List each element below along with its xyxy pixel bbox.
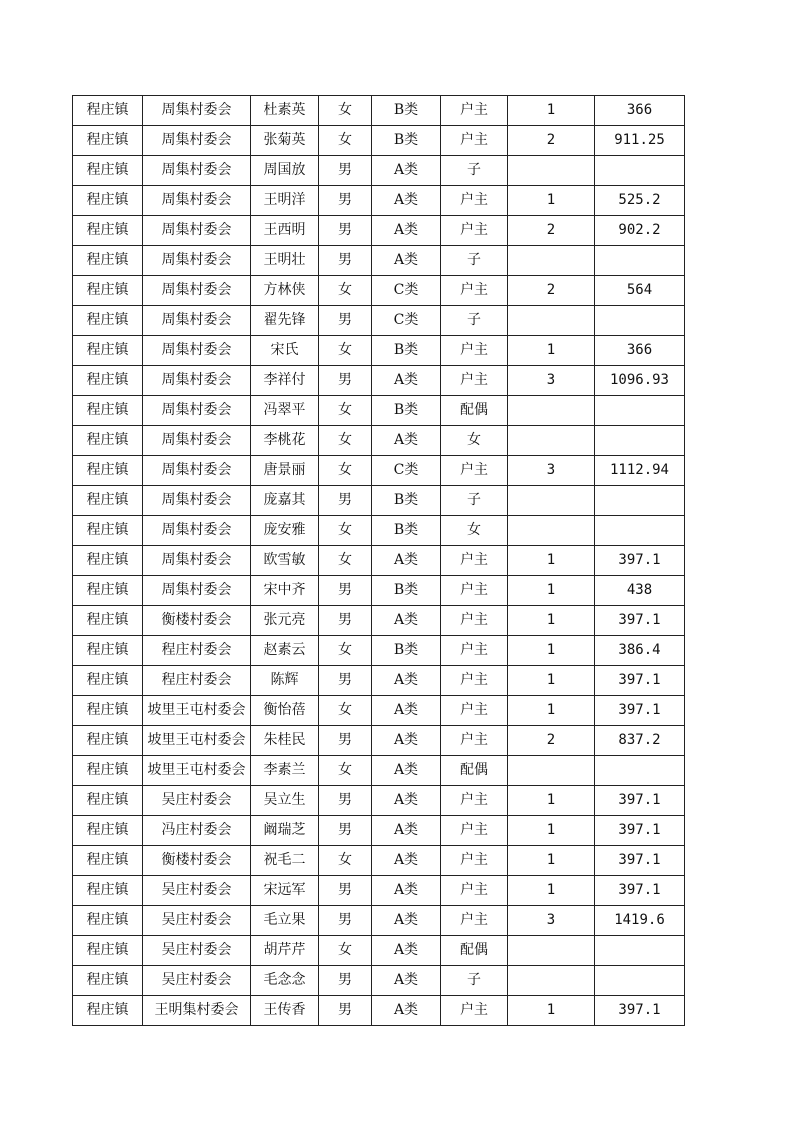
- village-committee-cell: 程庄村委会: [143, 666, 251, 696]
- village-committee-cell: 程庄村委会: [143, 636, 251, 666]
- household-size-cell: 1: [508, 546, 595, 576]
- amount-cell: 902.2: [595, 216, 685, 246]
- relation-cell: 户主: [441, 906, 508, 936]
- relation-cell: 子: [441, 156, 508, 186]
- household-size-cell: 1: [508, 696, 595, 726]
- village-committee-cell: 周集村委会: [143, 576, 251, 606]
- name-cell: 翟先锋: [251, 306, 319, 336]
- gender-cell: 女: [319, 126, 372, 156]
- name-cell: 胡芹芹: [251, 936, 319, 966]
- amount-cell: 397.1: [595, 606, 685, 636]
- table-row: [73, 426, 685, 456]
- table-row: [73, 696, 685, 726]
- village-committee-cell: 衡楼村委会: [143, 846, 251, 876]
- household-size-cell: 1: [508, 576, 595, 606]
- relation-cell: 户主: [441, 456, 508, 486]
- household-size-cell: [508, 426, 595, 456]
- household-size-cell: 2: [508, 726, 595, 756]
- relation-cell: 户主: [441, 996, 508, 1026]
- table-row: [73, 276, 685, 306]
- amount-cell: 1112.94: [595, 456, 685, 486]
- gender-cell: 男: [319, 726, 372, 756]
- category-cell: A类: [372, 546, 441, 576]
- gender-cell: 男: [319, 216, 372, 246]
- relation-cell: 户主: [441, 786, 508, 816]
- gender-cell: 女: [319, 846, 372, 876]
- household-size-cell: [508, 246, 595, 276]
- relation-cell: 户主: [441, 96, 508, 126]
- name-cell: 祝毛二: [251, 846, 319, 876]
- relation-cell: 子: [441, 486, 508, 516]
- category-cell: C类: [372, 456, 441, 486]
- amount-cell: [595, 426, 685, 456]
- table-row: [73, 246, 685, 276]
- town-cell: 程庄镇: [73, 996, 143, 1026]
- village-committee-cell: 吴庄村委会: [143, 786, 251, 816]
- town-cell: 程庄镇: [73, 96, 143, 126]
- village-committee-cell: 周集村委会: [143, 186, 251, 216]
- table-row: [73, 576, 685, 606]
- village-committee-cell: 周集村委会: [143, 336, 251, 366]
- category-cell: A类: [372, 666, 441, 696]
- household-size-cell: 1: [508, 816, 595, 846]
- amount-cell: 911.25: [595, 126, 685, 156]
- relation-cell: 配偶: [441, 396, 508, 426]
- relation-cell: 户主: [441, 846, 508, 876]
- name-cell: 庞安雅: [251, 516, 319, 546]
- village-committee-cell: 周集村委会: [143, 456, 251, 486]
- category-cell: A类: [372, 906, 441, 936]
- category-cell: B类: [372, 486, 441, 516]
- village-committee-cell: 周集村委会: [143, 156, 251, 186]
- town-cell: 程庄镇: [73, 876, 143, 906]
- town-cell: 程庄镇: [73, 936, 143, 966]
- gender-cell: 女: [319, 516, 372, 546]
- village-committee-cell: 吴庄村委会: [143, 936, 251, 966]
- table-row: [73, 906, 685, 936]
- gender-cell: 女: [319, 426, 372, 456]
- household-size-cell: [508, 966, 595, 996]
- table-row: [73, 396, 685, 426]
- category-cell: A类: [372, 726, 441, 756]
- name-cell: 张菊英: [251, 126, 319, 156]
- gender-cell: 女: [319, 636, 372, 666]
- village-committee-cell: 王明集村委会: [143, 996, 251, 1026]
- town-cell: 程庄镇: [73, 336, 143, 366]
- category-cell: B类: [372, 336, 441, 366]
- town-cell: 程庄镇: [73, 576, 143, 606]
- amount-cell: 397.1: [595, 786, 685, 816]
- town-cell: 程庄镇: [73, 636, 143, 666]
- category-cell: A类: [372, 246, 441, 276]
- village-committee-cell: 周集村委会: [143, 96, 251, 126]
- town-cell: 程庄镇: [73, 816, 143, 846]
- gender-cell: 男: [319, 156, 372, 186]
- name-cell: 宋氏: [251, 336, 319, 366]
- table-row: [73, 126, 685, 156]
- relation-cell: 户主: [441, 276, 508, 306]
- category-cell: B类: [372, 576, 441, 606]
- table-row: [73, 516, 685, 546]
- category-cell: A类: [372, 876, 441, 906]
- village-committee-cell: 周集村委会: [143, 126, 251, 156]
- name-cell: 王明壮: [251, 246, 319, 276]
- gender-cell: 女: [319, 936, 372, 966]
- table-row: [73, 606, 685, 636]
- category-cell: A类: [372, 786, 441, 816]
- gender-cell: 男: [319, 906, 372, 936]
- name-cell: 王西明: [251, 216, 319, 246]
- amount-cell: 397.1: [595, 996, 685, 1026]
- relation-cell: 女: [441, 516, 508, 546]
- category-cell: C类: [372, 306, 441, 336]
- household-size-cell: 1: [508, 606, 595, 636]
- village-committee-cell: 周集村委会: [143, 246, 251, 276]
- name-cell: 欧雪敏: [251, 546, 319, 576]
- household-size-cell: 1: [508, 786, 595, 816]
- village-committee-cell: 坡里王屯村委会: [143, 726, 251, 756]
- relation-cell: 户主: [441, 606, 508, 636]
- amount-cell: 366: [595, 336, 685, 366]
- relation-cell: 户主: [441, 816, 508, 846]
- gender-cell: 女: [319, 756, 372, 786]
- village-committee-cell: 吴庄村委会: [143, 876, 251, 906]
- town-cell: 程庄镇: [73, 216, 143, 246]
- name-cell: 宋远军: [251, 876, 319, 906]
- relation-cell: 户主: [441, 336, 508, 366]
- name-cell: 李祥付: [251, 366, 319, 396]
- name-cell: 朱桂民: [251, 726, 319, 756]
- table-row: [73, 846, 685, 876]
- category-cell: A类: [372, 756, 441, 786]
- category-cell: A类: [372, 156, 441, 186]
- relation-cell: 户主: [441, 876, 508, 906]
- gender-cell: 男: [319, 666, 372, 696]
- household-size-cell: 2: [508, 216, 595, 246]
- relation-cell: 户主: [441, 186, 508, 216]
- household-size-cell: 2: [508, 276, 595, 306]
- amount-cell: 397.1: [595, 846, 685, 876]
- amount-cell: 397.1: [595, 876, 685, 906]
- gender-cell: 男: [319, 966, 372, 996]
- town-cell: 程庄镇: [73, 966, 143, 996]
- gender-cell: 男: [319, 486, 372, 516]
- relation-cell: 户主: [441, 366, 508, 396]
- town-cell: 程庄镇: [73, 846, 143, 876]
- relation-cell: 户主: [441, 696, 508, 726]
- name-cell: 冯翠平: [251, 396, 319, 426]
- town-cell: 程庄镇: [73, 696, 143, 726]
- table-row: [73, 786, 685, 816]
- town-cell: 程庄镇: [73, 756, 143, 786]
- name-cell: 衡怡蓓: [251, 696, 319, 726]
- table-row: [73, 156, 685, 186]
- category-cell: B类: [372, 636, 441, 666]
- gender-cell: 女: [319, 96, 372, 126]
- household-size-cell: [508, 306, 595, 336]
- amount-cell: [595, 486, 685, 516]
- category-cell: A类: [372, 936, 441, 966]
- household-size-cell: [508, 156, 595, 186]
- table-row: [73, 366, 685, 396]
- table-body: [73, 96, 685, 1026]
- category-cell: A类: [372, 846, 441, 876]
- name-cell: 方林侠: [251, 276, 319, 306]
- table-row: [73, 546, 685, 576]
- household-size-cell: [508, 486, 595, 516]
- table-row: [73, 306, 685, 336]
- amount-cell: [595, 756, 685, 786]
- town-cell: 程庄镇: [73, 456, 143, 486]
- category-cell: A类: [372, 696, 441, 726]
- gender-cell: 男: [319, 576, 372, 606]
- category-cell: A类: [372, 966, 441, 996]
- name-cell: 周国放: [251, 156, 319, 186]
- town-cell: 程庄镇: [73, 186, 143, 216]
- amount-cell: 366: [595, 96, 685, 126]
- household-size-cell: 1: [508, 186, 595, 216]
- village-committee-cell: 周集村委会: [143, 546, 251, 576]
- table-row: [73, 96, 685, 126]
- table-row: [73, 636, 685, 666]
- town-cell: 程庄镇: [73, 126, 143, 156]
- name-cell: 李桃花: [251, 426, 319, 456]
- village-committee-cell: 周集村委会: [143, 276, 251, 306]
- amount-cell: [595, 516, 685, 546]
- name-cell: 毛立果: [251, 906, 319, 936]
- household-size-cell: 3: [508, 906, 595, 936]
- household-size-cell: [508, 756, 595, 786]
- table-row: [73, 756, 685, 786]
- town-cell: 程庄镇: [73, 726, 143, 756]
- gender-cell: 女: [319, 456, 372, 486]
- name-cell: 宋中齐: [251, 576, 319, 606]
- gender-cell: 男: [319, 186, 372, 216]
- gender-cell: 男: [319, 366, 372, 396]
- table-row: [73, 666, 685, 696]
- relation-cell: 户主: [441, 546, 508, 576]
- village-committee-cell: 衡楼村委会: [143, 606, 251, 636]
- town-cell: 程庄镇: [73, 366, 143, 396]
- relation-cell: 子: [441, 966, 508, 996]
- household-size-cell: 3: [508, 456, 595, 486]
- amount-cell: [595, 966, 685, 996]
- household-size-cell: [508, 936, 595, 966]
- town-cell: 程庄镇: [73, 906, 143, 936]
- household-size-cell: 1: [508, 876, 595, 906]
- table-row: [73, 336, 685, 366]
- town-cell: 程庄镇: [73, 396, 143, 426]
- category-cell: A类: [372, 816, 441, 846]
- household-size-cell: [508, 516, 595, 546]
- name-cell: 庞嘉其: [251, 486, 319, 516]
- amount-cell: [595, 156, 685, 186]
- amount-cell: [595, 396, 685, 426]
- name-cell: 赵素云: [251, 636, 319, 666]
- town-cell: 程庄镇: [73, 276, 143, 306]
- town-cell: 程庄镇: [73, 246, 143, 276]
- relation-cell: 子: [441, 246, 508, 276]
- name-cell: 王明洋: [251, 186, 319, 216]
- relation-cell: 户主: [441, 576, 508, 606]
- town-cell: 程庄镇: [73, 786, 143, 816]
- relation-cell: 户主: [441, 666, 508, 696]
- town-cell: 程庄镇: [73, 546, 143, 576]
- household-size-cell: 1: [508, 996, 595, 1026]
- name-cell: 李素兰: [251, 756, 319, 786]
- table-row: [73, 456, 685, 486]
- village-committee-cell: 周集村委会: [143, 396, 251, 426]
- relation-cell: 户主: [441, 216, 508, 246]
- town-cell: 程庄镇: [73, 426, 143, 456]
- gender-cell: 男: [319, 996, 372, 1026]
- name-cell: 唐景丽: [251, 456, 319, 486]
- village-committee-cell: 坡里王屯村委会: [143, 696, 251, 726]
- relation-cell: 子: [441, 306, 508, 336]
- village-committee-cell: 周集村委会: [143, 216, 251, 246]
- village-committee-cell: 冯庄村委会: [143, 816, 251, 846]
- gender-cell: 男: [319, 606, 372, 636]
- household-size-cell: 1: [508, 636, 595, 666]
- village-committee-cell: 周集村委会: [143, 306, 251, 336]
- category-cell: B类: [372, 126, 441, 156]
- name-cell: 张元亮: [251, 606, 319, 636]
- amount-cell: [595, 936, 685, 966]
- amount-cell: [595, 246, 685, 276]
- town-cell: 程庄镇: [73, 666, 143, 696]
- table-row: [73, 216, 685, 246]
- name-cell: 阚瑞芝: [251, 816, 319, 846]
- town-cell: 程庄镇: [73, 306, 143, 336]
- name-cell: 杜素英: [251, 96, 319, 126]
- relation-cell: 户主: [441, 126, 508, 156]
- gender-cell: 女: [319, 396, 372, 426]
- amount-cell: 1419.6: [595, 906, 685, 936]
- table-row: [73, 486, 685, 516]
- amount-cell: 397.1: [595, 666, 685, 696]
- village-committee-cell: 周集村委会: [143, 426, 251, 456]
- amount-cell: 438: [595, 576, 685, 606]
- gender-cell: 女: [319, 546, 372, 576]
- category-cell: B类: [372, 396, 441, 426]
- gender-cell: 女: [319, 696, 372, 726]
- amount-cell: 397.1: [595, 696, 685, 726]
- gender-cell: 男: [319, 876, 372, 906]
- town-cell: 程庄镇: [73, 486, 143, 516]
- village-committee-cell: 吴庄村委会: [143, 966, 251, 996]
- relation-cell: 户主: [441, 636, 508, 666]
- category-cell: A类: [372, 426, 441, 456]
- category-cell: A类: [372, 216, 441, 246]
- gender-cell: 女: [319, 336, 372, 366]
- category-cell: A类: [372, 996, 441, 1026]
- household-size-cell: [508, 396, 595, 426]
- category-cell: A类: [372, 366, 441, 396]
- table-row: [73, 816, 685, 846]
- relation-cell: 户主: [441, 726, 508, 756]
- village-committee-cell: 周集村委会: [143, 366, 251, 396]
- amount-cell: 397.1: [595, 546, 685, 576]
- amount-cell: 525.2: [595, 186, 685, 216]
- category-cell: B类: [372, 516, 441, 546]
- amount-cell: 837.2: [595, 726, 685, 756]
- table-row: [73, 726, 685, 756]
- household-size-cell: 1: [508, 666, 595, 696]
- relation-cell: 配偶: [441, 936, 508, 966]
- table-row: [73, 186, 685, 216]
- table-row: [73, 996, 685, 1026]
- category-cell: A类: [372, 186, 441, 216]
- village-committee-cell: 周集村委会: [143, 516, 251, 546]
- town-cell: 程庄镇: [73, 516, 143, 546]
- village-committee-cell: 周集村委会: [143, 486, 251, 516]
- relation-cell: 配偶: [441, 756, 508, 786]
- household-size-cell: 2: [508, 126, 595, 156]
- amount-cell: 564: [595, 276, 685, 306]
- name-cell: 毛念念: [251, 966, 319, 996]
- data-table: [72, 95, 685, 1026]
- amount-cell: 386.4: [595, 636, 685, 666]
- gender-cell: 男: [319, 816, 372, 846]
- town-cell: 程庄镇: [73, 156, 143, 186]
- category-cell: A类: [372, 606, 441, 636]
- relation-cell: 女: [441, 426, 508, 456]
- village-committee-cell: 吴庄村委会: [143, 906, 251, 936]
- amount-cell: [595, 306, 685, 336]
- household-size-cell: 1: [508, 336, 595, 366]
- amount-cell: 397.1: [595, 816, 685, 846]
- table-row: [73, 966, 685, 996]
- category-cell: B类: [372, 96, 441, 126]
- village-committee-cell: 坡里王屯村委会: [143, 756, 251, 786]
- amount-cell: 1096.93: [595, 366, 685, 396]
- gender-cell: 男: [319, 246, 372, 276]
- gender-cell: 女: [319, 276, 372, 306]
- table-row: [73, 936, 685, 966]
- name-cell: 陈辉: [251, 666, 319, 696]
- household-size-cell: 1: [508, 846, 595, 876]
- household-size-cell: 1: [508, 96, 595, 126]
- name-cell: 吴立生: [251, 786, 319, 816]
- town-cell: 程庄镇: [73, 606, 143, 636]
- gender-cell: 男: [319, 786, 372, 816]
- household-size-cell: 3: [508, 366, 595, 396]
- category-cell: C类: [372, 276, 441, 306]
- name-cell: 王传香: [251, 996, 319, 1026]
- table-row: [73, 876, 685, 906]
- gender-cell: 男: [319, 306, 372, 336]
